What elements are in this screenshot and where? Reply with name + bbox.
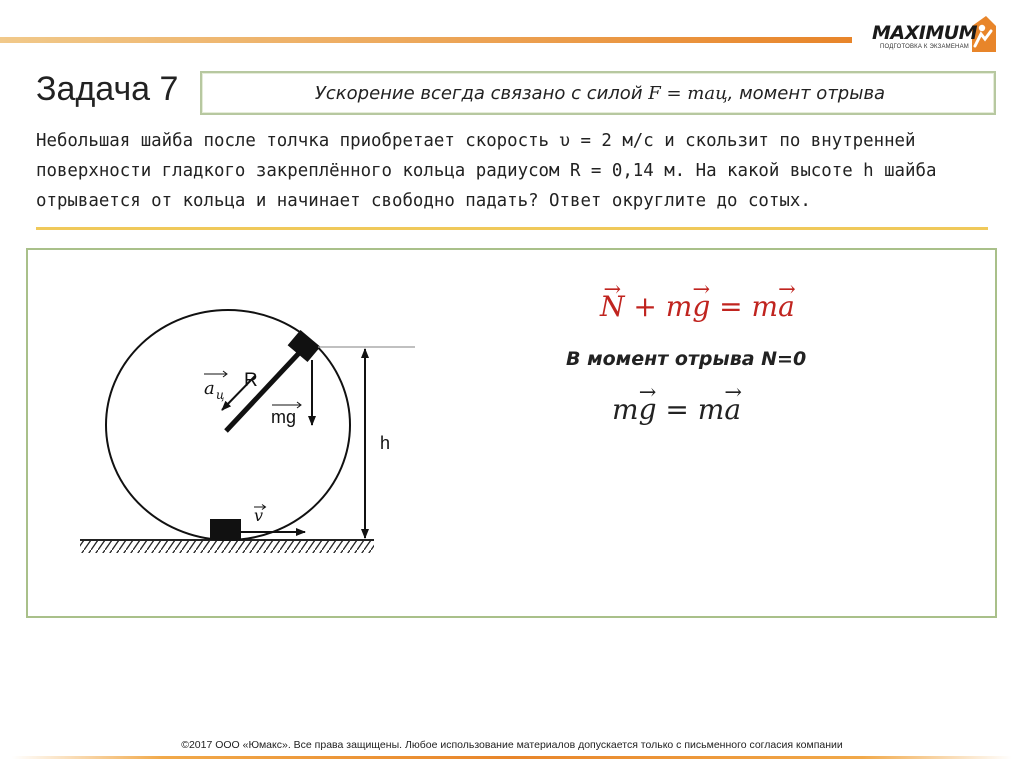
eq2-g-symbol: → g: [639, 393, 657, 426]
gravity-label: mg: [271, 407, 297, 427]
eq2-equals: = m: [656, 393, 725, 426]
newton-equation: [600, 290, 795, 323]
eq2-m: m: [612, 393, 639, 426]
velocity-label: v: [254, 506, 264, 525]
detachment-equation: [612, 393, 741, 426]
normal-force-symbol: → N: [600, 290, 625, 323]
task-title: Задача 7: [36, 70, 179, 108]
eq1-a-symbol: → a: [778, 290, 795, 323]
eq2-a-symbol: → a: [724, 393, 741, 426]
logo-text: MAXIMUM: [872, 22, 978, 44]
hint-formula: F = maц: [648, 83, 728, 104]
logo-subtitle: ПОДГОТОВКА К ЭКЗАМЕНАМ: [880, 44, 969, 50]
acceleration-label: a: [204, 378, 215, 399]
problem-statement: Небольшая шайба после толчка приобретает скорость υ = 2 м/с и скользит по внутренней поверхности гладкого закреплённого кольца радиусом R = 0,14 м. На какой высоте h шайба отрывается от кольца и начинает свободно падать? Ответ округлите до сотых.: [36, 131, 937, 211]
eq1-plus: + m: [624, 290, 693, 323]
eq1-equals: = m: [710, 290, 779, 323]
acceleration-subscript: ц: [216, 388, 225, 402]
detachment-condition: В момент отрыва N=0: [566, 348, 807, 370]
copyright-notice: ©2017 ООО «Юмакс». Все права защищены. Любое использование материалов допускается только с письменного согласия компании: [181, 739, 843, 751]
footer-accent-line: [12, 756, 1012, 759]
ground-hatching: [80, 540, 374, 553]
hint-suffix: , момент отрыва: [727, 83, 886, 104]
radius-label: R: [244, 370, 258, 391]
puck-bottom: [210, 519, 241, 540]
height-label: h: [380, 433, 391, 453]
eq1-g-symbol: → g: [692, 290, 710, 323]
hint-prefix: Ускорение всегда связано с силой: [314, 83, 643, 104]
